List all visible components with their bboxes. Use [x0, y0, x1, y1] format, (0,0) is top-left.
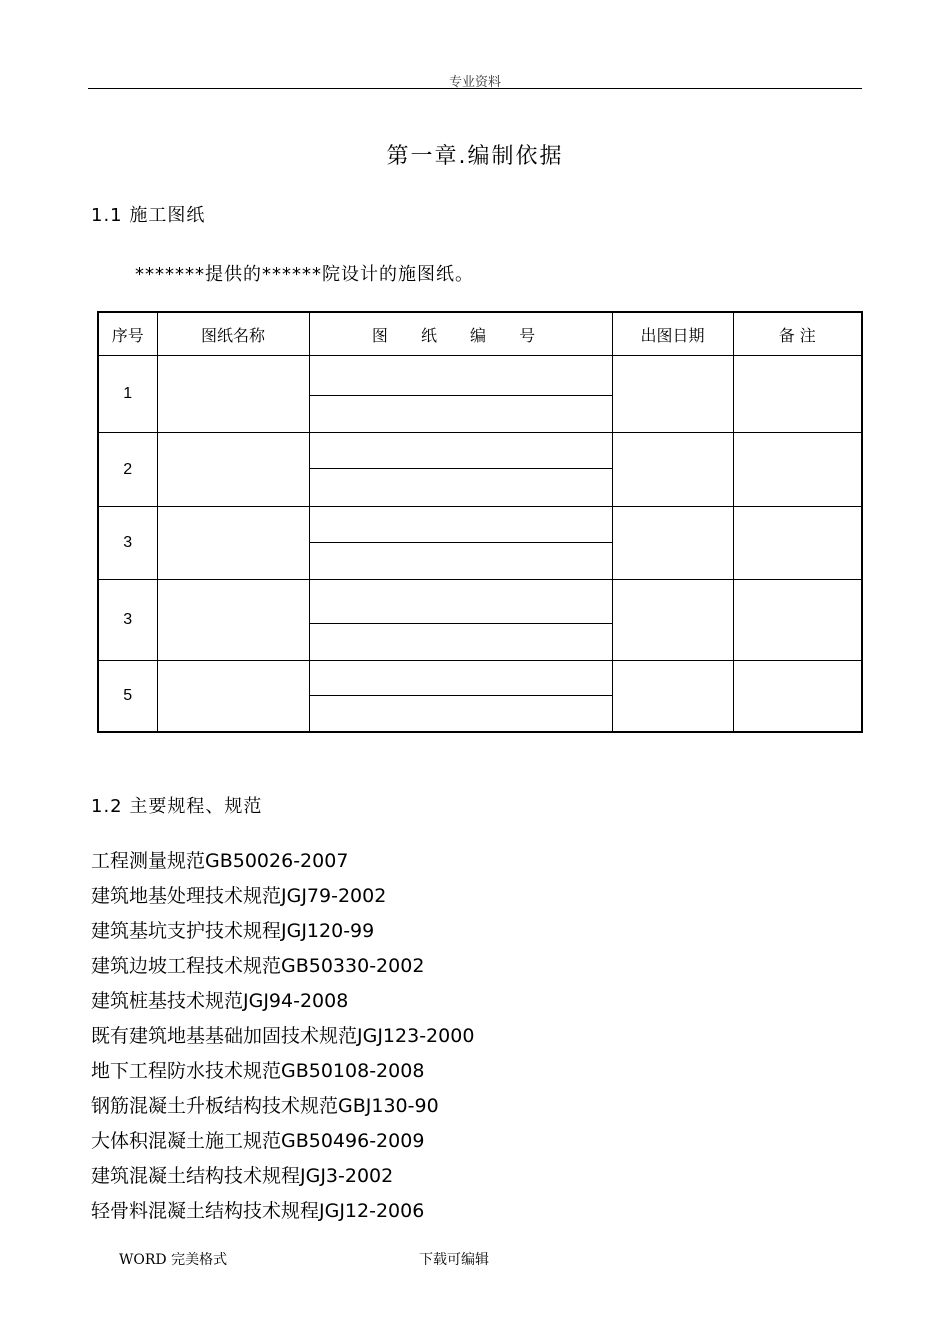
list-item: 既有建筑地基基础加固技术规范JGJ123-2000 — [91, 1025, 475, 1047]
list-item: 建筑边坡工程技术规范GB50330-2002 — [91, 955, 425, 977]
header-drawing-number: 图 纸 编 号 — [309, 312, 612, 356]
row-number: 3 — [98, 507, 157, 580]
list-item: 建筑桩基技术规范JGJ94-2008 — [91, 990, 349, 1012]
cell-drawing-number — [309, 433, 612, 469]
chapter-title: 第一章.编制依据 — [386, 144, 564, 169]
list-item: 建筑混凝土结构技术规程JGJ3-2002 — [91, 1165, 394, 1187]
list-item: 钢筋混凝土升板结构技术规范GBJ130-90 — [91, 1095, 439, 1117]
cell-drawing-name — [157, 356, 309, 433]
row-number: 3 — [98, 580, 157, 661]
header-drawing-name: 图纸名称 — [157, 312, 309, 356]
cell-issue-date — [612, 661, 733, 732]
footer-left-label: WORD 完美格式 — [119, 1252, 228, 1268]
list-item: 建筑基坑支护技术规程JGJ120-99 — [91, 920, 375, 942]
cell-issue-date — [612, 433, 733, 507]
cell-drawing-number — [309, 396, 612, 433]
cell-issue-date — [612, 356, 733, 433]
row-number: 1 — [98, 356, 157, 433]
cell-drawing-number — [309, 469, 612, 507]
table-header-row — [98, 312, 862, 356]
cell-drawing-name — [157, 433, 309, 507]
cell-drawing-number — [309, 356, 612, 396]
cell-issue-date — [612, 580, 733, 661]
list-item: 大体积混凝土施工规范GB50496-2009 — [91, 1130, 425, 1152]
cell-drawing-number — [309, 696, 612, 732]
cell-remarks — [733, 356, 862, 433]
row-number: 2 — [98, 433, 157, 507]
table-row — [98, 661, 862, 696]
cell-drawing-name — [157, 507, 309, 580]
standards-list — [91, 846, 474, 1231]
drawings-table — [97, 311, 863, 733]
header-remarks: 备 注 — [733, 312, 862, 356]
list-item: 地下工程防水技术规范GB50108-2008 — [91, 1060, 425, 1082]
table-row — [98, 356, 862, 396]
cell-remarks — [733, 507, 862, 580]
cell-remarks — [733, 433, 862, 507]
drawings-intro-text: *******提供的******院设计的施图纸。 — [135, 264, 474, 285]
cell-drawing-name — [157, 580, 309, 661]
table-row — [98, 433, 862, 469]
cell-remarks — [733, 661, 862, 732]
list-item: 建筑地基处理技术规范JGJ79-2002 — [91, 885, 387, 907]
list-item: 工程测量规范GB50026-2007 — [91, 850, 349, 872]
page-header-label: 专业资料 — [448, 75, 501, 90]
table-row — [98, 507, 862, 543]
row-number: 5 — [98, 661, 157, 732]
list-item: 轻骨料混凝土结构技术规程JGJ12-2006 — [91, 1200, 425, 1222]
cell-drawing-number — [309, 543, 612, 580]
section-heading-standards: 1.2 主要规程、规范 — [91, 796, 263, 817]
cell-drawing-number — [309, 580, 612, 624]
footer-right-label: 下载可编辑 — [419, 1252, 489, 1268]
cell-remarks — [733, 580, 862, 661]
header-rule — [88, 88, 862, 89]
section-heading-drawings: 1.1 施工图纸 — [91, 205, 206, 226]
cell-drawing-number — [309, 661, 612, 696]
cell-drawing-number — [309, 624, 612, 661]
table-row — [98, 580, 862, 624]
header-issue-date: 出图日期 — [612, 312, 733, 356]
cell-issue-date — [612, 507, 733, 580]
cell-drawing-name — [157, 661, 309, 732]
header-serial: 序号 — [98, 312, 157, 356]
cell-drawing-number — [309, 507, 612, 543]
